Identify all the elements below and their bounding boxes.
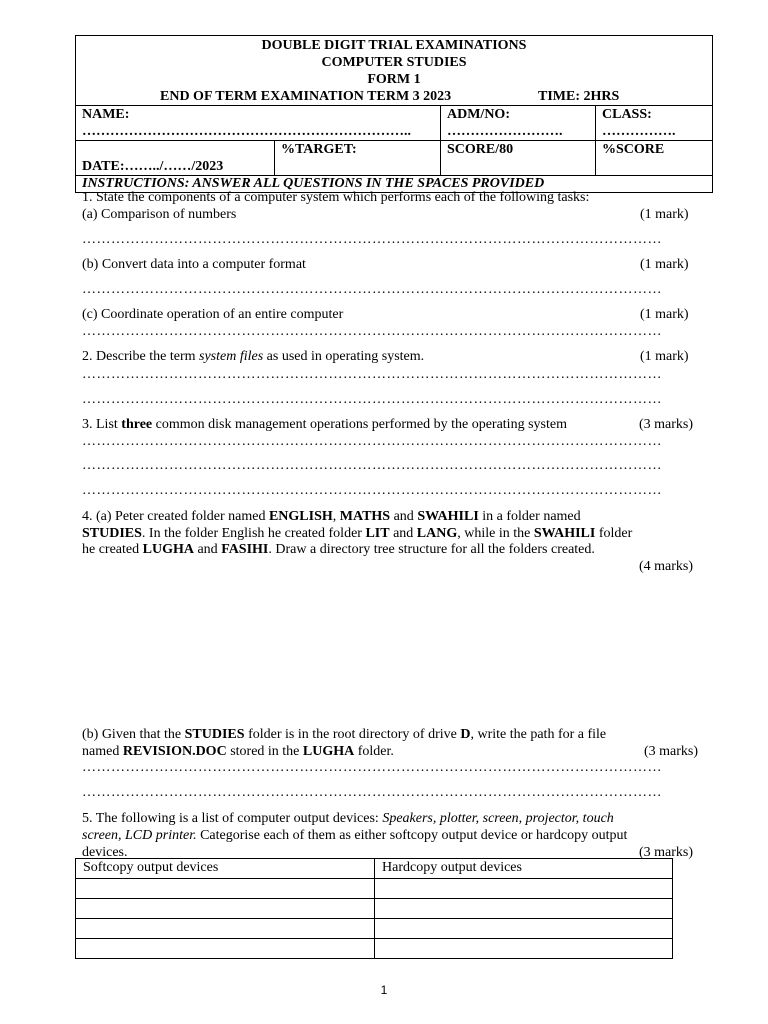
q1a-marks: (1 mark) [640, 207, 689, 222]
name-field[interactable] [76, 106, 440, 140]
adm-label: ADM/NO: [447, 107, 510, 122]
softcopy-cell[interactable] [76, 879, 375, 899]
score-label: SCORE/80 [447, 142, 514, 157]
q4b-line1: (b) Given that the STUDIES folder is in the root directory of drive D, write the path for a file [82, 727, 607, 742]
date-field[interactable] [76, 141, 274, 175]
answer-line[interactable]: ………………………………………………………………………………………………………… [82, 786, 662, 800]
answer-line[interactable]: ………………………………………………………………………………………………………… [82, 761, 662, 775]
answer-line[interactable]: ………………………………………………………………………………………………………… [82, 233, 662, 247]
hardcopy-cell[interactable] [375, 919, 673, 939]
score-field[interactable] [440, 141, 595, 175]
q4a-line3: he created LUGHA and FASIHI. Draw a directory tree structure for all the folders created. [82, 542, 595, 557]
table-header-row [76, 859, 673, 879]
subject-name: COMPUTER STUDIES [321, 55, 467, 70]
table-row [76, 939, 673, 959]
adm-field[interactable] [440, 106, 595, 140]
target-field[interactable] [274, 141, 440, 175]
output-devices-table [75, 858, 673, 959]
answer-line[interactable]: ………………………………………………………………………………………………………… [82, 459, 662, 473]
q2-text: 2. Describe the term system files as used in operating system. [82, 349, 425, 364]
exam-term-row [76, 88, 712, 105]
exam-header-table [75, 35, 713, 193]
answer-line[interactable]: ………………………………………………………………………………………………………… [82, 283, 662, 297]
softcopy-header: Softcopy output devices [76, 859, 375, 879]
instructions: INSTRUCTIONS: ANSWER ALL QUESTIONS IN THE SPACES PROVIDED [76, 175, 712, 192]
answer-line[interactable]: ………………………………………………………………………………………………………… [82, 484, 662, 498]
answer-line[interactable]: ………………………………………………………………………………………………………… [82, 435, 662, 449]
adm-blank: ……………………. [447, 124, 563, 139]
q4b-line2: named REVISION.DOC stored in the LUGHA folder. [82, 744, 394, 759]
q4a-line2: STUDIES. In the folder English he created folder LIT and LANG, while in the SWAHILI folder [82, 526, 633, 541]
q1a-text: (a) Comparison of numbers [82, 207, 237, 222]
date-label: DATE:……../……/2023 [82, 159, 224, 174]
table-row [76, 919, 673, 939]
percent-score-field[interactable] [595, 141, 712, 175]
q5-line1: 5. The following is a list of computer output devices: Speakers, plotter, screen, projector, touch [82, 811, 614, 826]
q2-marks: (1 mark) [640, 349, 689, 364]
q1b-marks: (1 mark) [640, 257, 689, 272]
softcopy-cell[interactable] [76, 899, 375, 919]
q4b-marks: (3 marks) [644, 744, 699, 759]
name-label: NAME: [82, 107, 130, 122]
q5-line2: screen, LCD printer. Categorise each of them as either softcopy output device or hardcopy output [82, 828, 628, 843]
score-info-row [76, 140, 712, 175]
q1-stem: 1. State the components of a computer system which performs each of the following tasks: [82, 190, 590, 205]
target-label: %TARGET: [281, 142, 357, 157]
page-number: 1 [380, 983, 388, 997]
hardcopy-cell[interactable] [375, 939, 673, 959]
class-blank: ……………. [602, 124, 676, 139]
percent-score-label: %SCORE [602, 142, 665, 157]
student-info-row [76, 105, 712, 140]
hardcopy-cell[interactable] [375, 879, 673, 899]
softcopy-cell[interactable] [76, 919, 375, 939]
exam-title-block [76, 36, 712, 105]
name-blank: …………………………………………………………….. [82, 124, 411, 139]
q5-line3: devices. [82, 845, 128, 860]
q1b-text: (b) Convert data into a computer format [82, 257, 306, 272]
answer-line[interactable]: ………………………………………………………………………………………………………… [82, 368, 662, 382]
class-label: CLASS: [602, 107, 652, 122]
exam-time: TIME: 2HRS [538, 89, 620, 104]
q4a-line1: 4. (a) Peter created folder named ENGLISH, MATHS and SWAHILI in a folder named [82, 509, 581, 524]
q3-text: 3. List three common disk management operations performed by the operating system [82, 417, 567, 432]
class-field[interactable] [595, 106, 712, 140]
softcopy-cell[interactable] [76, 939, 375, 959]
q3-marks: (3 marks) [639, 417, 694, 432]
q5-marks: (3 marks) [639, 845, 694, 860]
answer-line[interactable]: ………………………………………………………………………………………………………… [82, 325, 662, 339]
form-level: FORM 1 [367, 72, 421, 87]
school-name: DOUBLE DIGIT TRIAL EXAMINATIONS [261, 38, 527, 53]
table-row [76, 899, 673, 919]
directory-tree-answer-space[interactable] [82, 580, 702, 720]
q1c-marks: (1 mark) [640, 307, 689, 322]
q4a-marks: (4 marks) [639, 559, 694, 574]
answer-line[interactable]: ………………………………………………………………………………………………………… [82, 393, 662, 407]
hardcopy-header: Hardcopy output devices [375, 859, 673, 879]
exam-term: END OF TERM EXAMINATION TERM 3 2023 [160, 89, 452, 104]
q1c-text: (c) Coordinate operation of an entire computer [82, 307, 344, 322]
hardcopy-cell[interactable] [375, 899, 673, 919]
table-row [76, 879, 673, 899]
